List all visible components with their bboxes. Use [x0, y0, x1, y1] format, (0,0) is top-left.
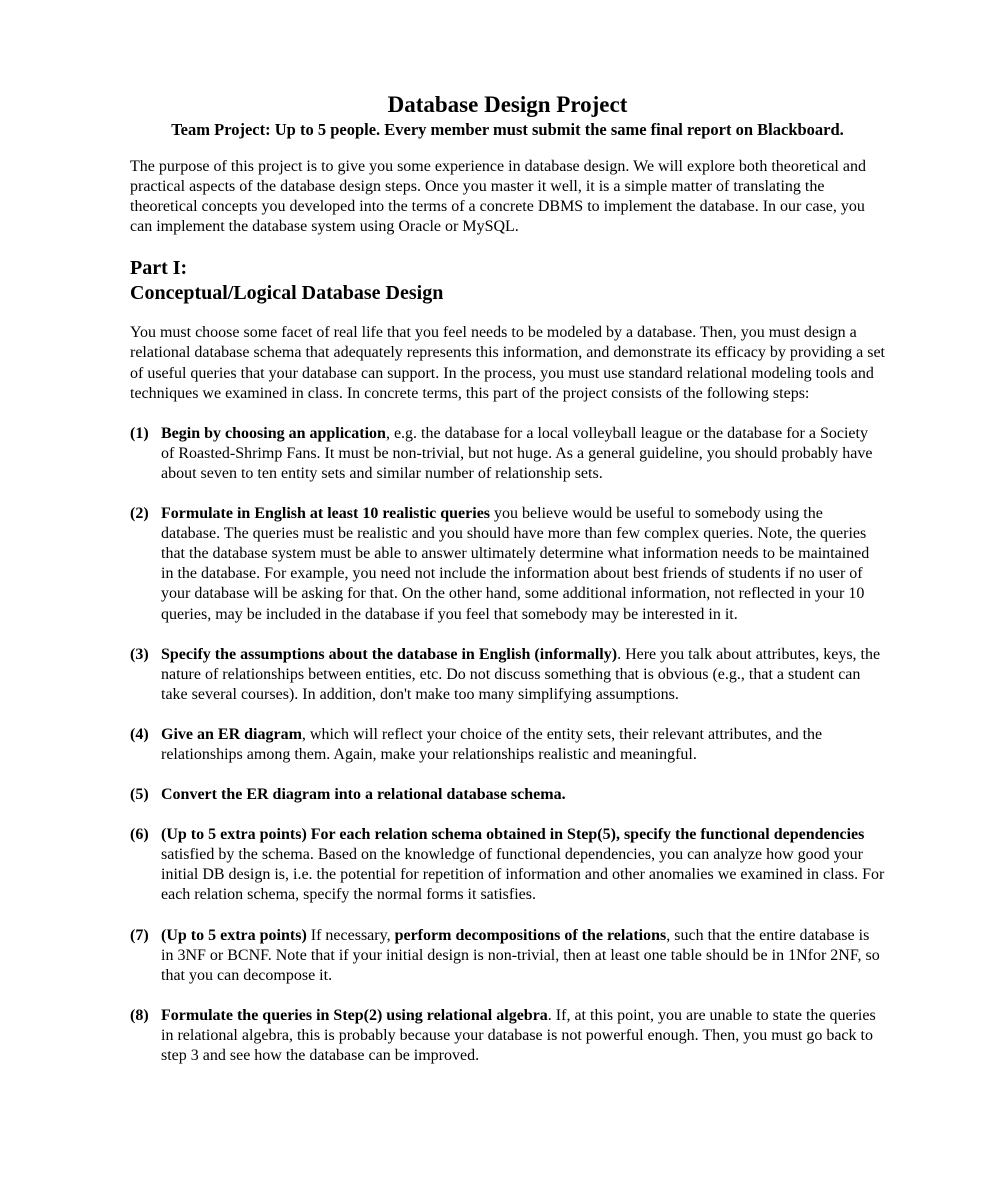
- step-bold: Begin by choosing an application: [161, 424, 386, 442]
- step-item-7: [130, 926, 885, 986]
- step-item-4: [130, 725, 885, 765]
- step-number: (3): [130, 645, 149, 663]
- step-item-6: [130, 825, 885, 905]
- step-bold: Formulate in English at least 10 realistic queries: [161, 505, 491, 523]
- step-bold-2: perform decompositions of the relations: [394, 926, 667, 944]
- part-title: Conceptual/Logical Database Design: [130, 282, 444, 305]
- step-item-8: [130, 1006, 885, 1066]
- document-subtitle: Team Project: Up to 5 people. Every member must submit the same final report on Blackboard.: [171, 120, 844, 139]
- steps-list: [130, 424, 885, 1066]
- part-intro-paragraph: You must choose some facet of real life that you feel needs to be modeled by a database. Then, you must design a relational database schema that adequately represents this information, and demonstrate its efficacy by providing a set of useful queries that your database can support. In the process, you must use standard relational modeling tools and techniques we examined in class. In concrete terms, this part of the project consists of the following steps:: [130, 324, 885, 402]
- part-heading: [130, 256, 885, 306]
- step-item-3: [130, 645, 885, 705]
- step-text: , which will reflect your choice of the entity sets, their relevant attributes, and the relationships among them. Again, make your relationships realistic and meaningful.: [161, 725, 823, 763]
- step-item-2: [130, 504, 885, 625]
- intro-paragraph: The purpose of this project is to give you some experience in database design. We will explore both theoretical and practical aspects of the database design steps. Once you master it well, it is a simple matter of translating the theoretical concepts you developed into the terms of a concrete DBMS to implement the database. In our case, you can implement the database system using Oracle or MySQL.: [130, 158, 866, 236]
- step-number: (6): [130, 826, 149, 844]
- step-text: If necessary,: [306, 926, 395, 944]
- step-item-1: [130, 424, 885, 484]
- step-number: (1): [130, 424, 149, 442]
- document-page: [130, 90, 885, 1086]
- step-number: (4): [130, 725, 149, 743]
- step-bold: (Up to 5 extra points): [161, 926, 307, 944]
- step-bold: Give an ER diagram: [161, 725, 302, 743]
- part-label: Part I:: [130, 257, 188, 280]
- step-text: . Here you talk about attributes, keys, the nature of relationships between entities, etc. Do not discuss something that is obvious (e.g., that a student can take several courses). In addition, don't make too many simplifying assumptions.: [161, 645, 881, 703]
- step-number: (2): [130, 505, 149, 523]
- step-bold: Convert the ER diagram into a relational database schema.: [161, 786, 566, 804]
- step-number: (5): [130, 786, 149, 804]
- step-text: you believe would be useful to somebody using the database. The queries must be realistic and you should have more than few complex queries. Note, the queries that the database system must be able to answer ultimately determine what information needs to be maintained in the database. For example, you need not include the information about best friends of students if no user of your database will be asking for that. On the other hand, some additional information, not reflected in your 10 queries, may be included in the database if you feel that somebody may be interested in it.: [161, 505, 870, 623]
- document-title: Database Design Project: [387, 92, 628, 117]
- step-bold: (Up to 5 extra points) For each relation schema obtained in Step(5), specify the functional dependencies: [161, 826, 865, 844]
- step-text-2: , such that the entire database is in 3NF or BCNF. Note that if your initial design is non-trivial, then at least one table should be in 1Nfor 2NF, so that you can decompose it.: [161, 926, 880, 984]
- step-text: satisfied by the schema. Based on the knowledge of functional dependencies, you can analyze how good your initial DB design is, i.e. the potential for repetition of information and other anomalies we examined in class. For each relation schema, specify the normal forms it satisfies.: [161, 846, 885, 904]
- step-text: . If, at this point, you are unable to state the queries in relational algebra, this is probably because your database is not powerful enough. Then, you must go back to step 3 and see how the database can be improved.: [161, 1006, 876, 1064]
- step-number: (8): [130, 1006, 149, 1024]
- step-text: , e.g. the database for a local volleyball league or the database for a Society of Roasted-Shrimp Fans. It must be non-trivial, but not huge. As a general guideline, you should probably have about seven to ten entity sets and similar number of relationship sets.: [161, 424, 873, 482]
- step-item-5: [130, 785, 885, 805]
- step-bold: Specify the assumptions about the database in English (informally): [161, 645, 618, 663]
- step-bold: Formulate the queries in Step(2) using relational algebra: [161, 1006, 548, 1024]
- step-number: (7): [130, 926, 149, 944]
